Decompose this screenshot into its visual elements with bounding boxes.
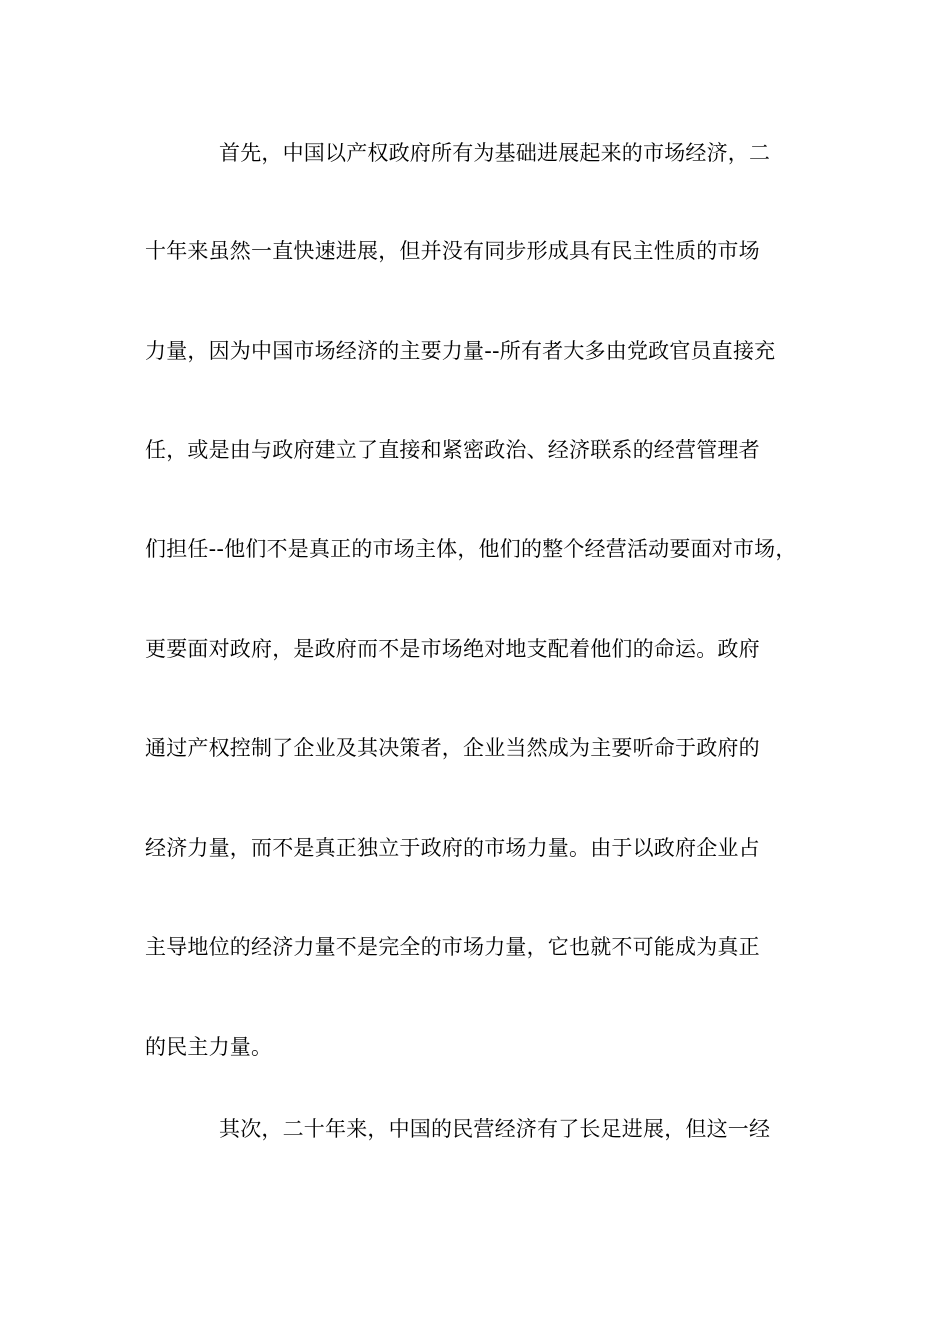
paragraph-2-line-1: 其次，二十年来，中国的民营经济有了长足进展，但这一经 xyxy=(219,1117,771,1141)
paragraph-1-line-2: 十年来虽然一直快速进展，但并没有同步形成具有民主性质的市场 xyxy=(145,239,760,263)
paragraph-1-line-4: 任，或是由与政府建立了直接和紧密政治、经济联系的经营管理者 xyxy=(145,438,760,462)
paragraph-1-line-8: 经济力量，而不是真正独立于政府的市场力量。由于以政府企业占 xyxy=(145,836,760,860)
paragraph-1-line-7: 通过产权控制了企业及其决策者，企业当然成为主要听命于政府的 xyxy=(145,736,760,760)
paragraph-1-line-1: 首先，中国以产权政府所有为基础进展起来的市场经济，二 xyxy=(219,141,771,165)
paragraph-1-line-5: 们担任--他们不是真正的市场主体，他们的整个经营活动要面对市场， xyxy=(145,537,797,561)
paragraph-1-line-9: 主导地位的经济力量不是完全的市场力量，它也就不可能成为真正 xyxy=(145,935,760,959)
paragraph-1-line-3: 力量，因为中国市场经济的主要力量--所有者大多由党政官员直接充 xyxy=(145,339,776,363)
paragraph-1-line-6: 更要面对政府，是政府而不是市场绝对地支配着他们的命运。政府 xyxy=(145,637,760,661)
paragraph-1-line-10: 的民主力量。 xyxy=(145,1035,273,1059)
